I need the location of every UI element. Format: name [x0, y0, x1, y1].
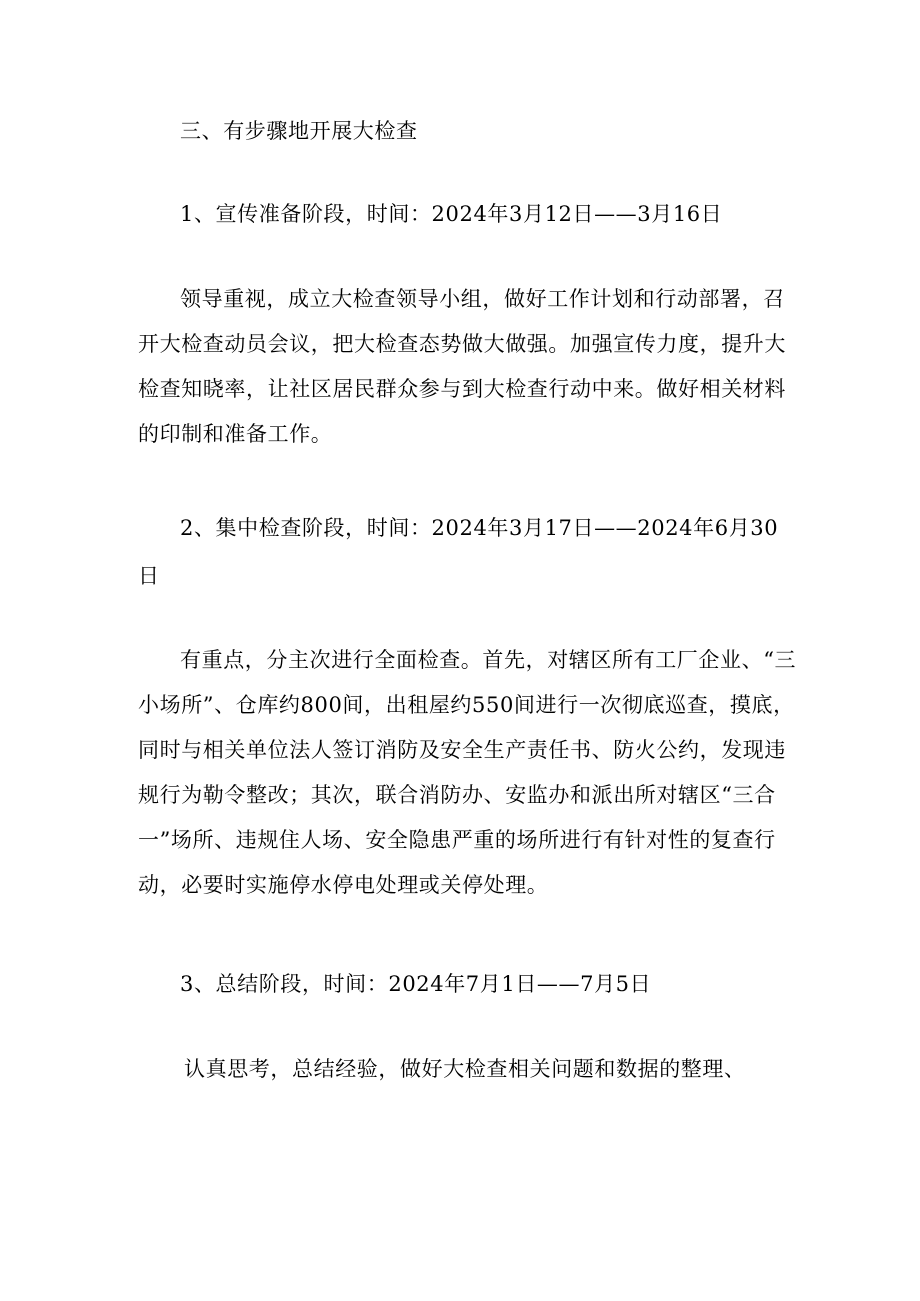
- stage-2-title-line-2: 日: [138, 564, 160, 588]
- stage-2-title-line-1: 2、集中检查阶段，时间：2024年3月17日——2024年6月30: [180, 516, 779, 540]
- section-heading: 三、有步骤地开展大检查: [180, 119, 418, 143]
- stage-1-paragraph-line-2: 开大检查动员会议，把大检查态势做大做强。加强宣传力度，提升大: [138, 332, 786, 356]
- stage-1-paragraph-line-4: 的印制和准备工作。: [138, 422, 333, 446]
- stage-2-paragraph-line-2: 小场所”、仓库约800间，出租屋约550间进行一次彻底巡查，摸底，: [138, 693, 795, 717]
- stage-3-title: 3、总结阶段，时间：2024年7月1日——7月5日: [180, 972, 652, 996]
- stage-3-paragraph-line-1: 认真思考，总结经验，做好大检查相关问题和数据的整理、: [184, 1057, 746, 1081]
- stage-2-paragraph-line-1: 有重点，分主次进行全面检查。首先，对辖区所有工厂企业、“三: [180, 648, 797, 672]
- stage-1-paragraph-line-1: 领导重视，成立大检查领导小组，做好工作计划和行动部署，召: [180, 287, 785, 311]
- stage-1-title: 1、宣传准备阶段，时间：2024年3月12日——3月16日: [180, 202, 723, 226]
- stage-2-paragraph-line-3: 同时与相关单位法人签订消防及安全生产责任书、防火公约，发现违: [138, 738, 786, 762]
- stage-2-paragraph-line-6: 动，必要时实施停水停电处理或关停处理。: [138, 873, 549, 897]
- stage-2-paragraph-line-4: 规行为勒令整改；其次，联合消防办、安监办和派出所对辖区“三合: [138, 783, 776, 807]
- stage-2-paragraph-line-5: 一”场所、违规住人场、安全隐患严重的场所进行有针对性的复查行: [138, 828, 776, 852]
- stage-1-paragraph-line-3: 检查知晓率，让社区居民群众参与到大检查行动中来。做好相关材料: [138, 377, 786, 401]
